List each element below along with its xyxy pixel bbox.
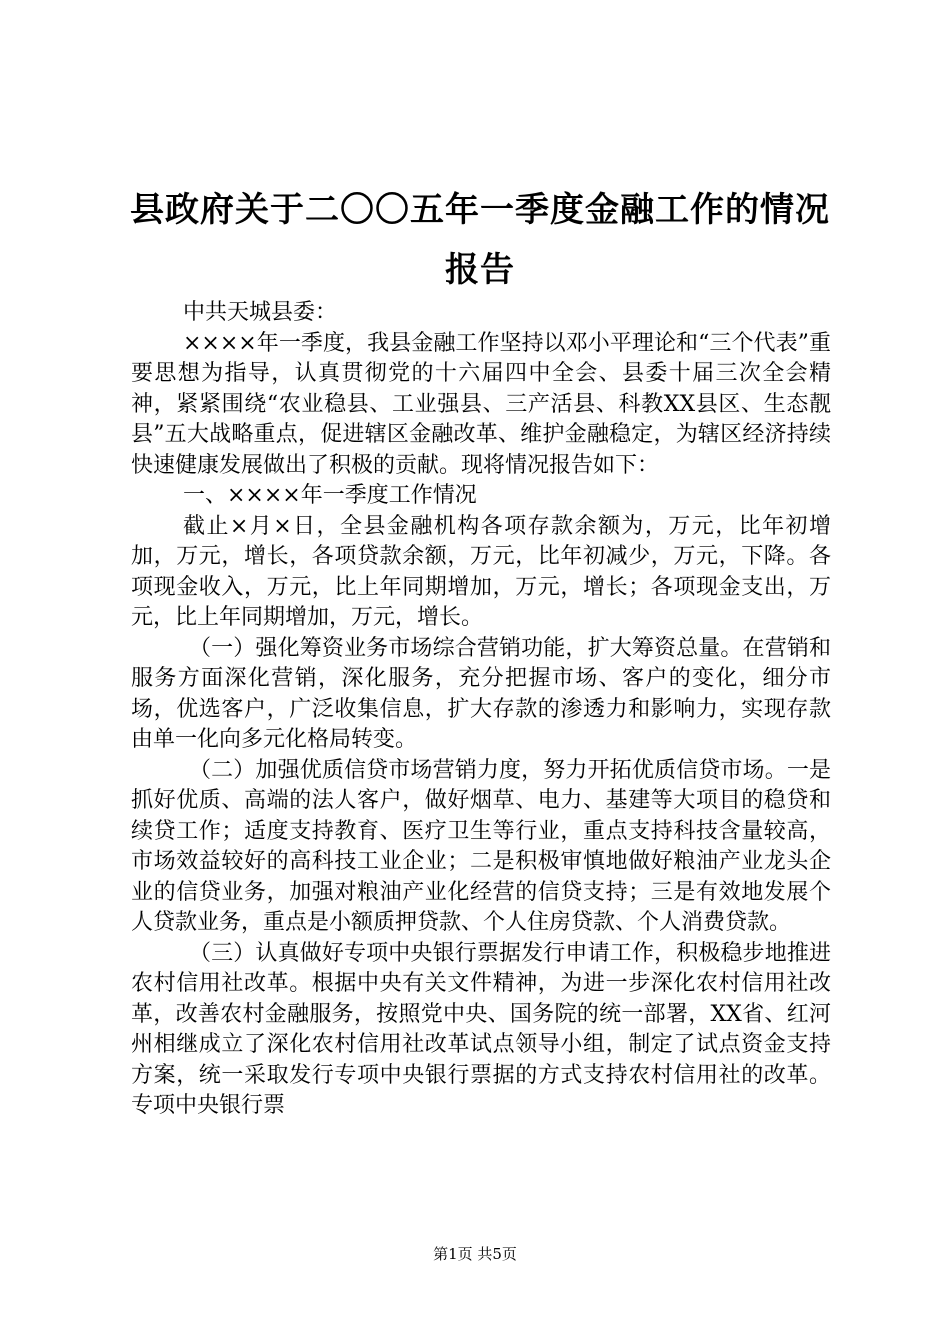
document-title-line-1: 县政府关于二〇〇五年一季度金融工作的情况 <box>130 190 830 230</box>
salutation: 中共天城县委： <box>183 300 338 325</box>
page-footer: 第1页 共5页 <box>433 1245 517 1263</box>
paragraph-item-1: （一）强化筹资业务市场综合营销功能，扩大筹资总量。在营销和服务方面深化营销，深化服务，充分把握市场、客户的变化，细分市场，优选客户，广泛收集信息，扩大存款的渗透力和影响力，实现存款由单一化向多元化格局转变。 <box>131 635 831 752</box>
document-body <box>131 298 831 1122</box>
paragraph-item-2: （二）加强优质信贷市场营销力度，努力开拓优质信贷市场。一是抓好优质、高端的法人客户，做好烟草、电力、基建等大项目的稳贷和续贷工作；适度支持教育、医疗卫生等行业，重点支持科技含量较高，市场效益较好的高科技工业企业；二是积极审慎地做好粮油产业龙头企业的信贷业务，加强对粮油产业化经营的信贷支持；三是有效地发展个人贷款业务，重点是小额质押贷款、个人住房贷款、个人消费贷款。 <box>131 757 831 935</box>
document-title-line-2: 报告 <box>445 250 515 290</box>
paragraph-deposits: 截止×月×日，全县金融机构各项存款余额为，万元，比年初增加，万元，增长，各项贷款余额，万元，比年初减少，万元，下降。各项现金收入，万元，比上年同期增加，万元，增长；各项现金支出，万元，比上年同期增加，万元，增长。 <box>131 513 831 630</box>
paragraph-intro: ××××年一季度，我县金融工作坚持以邓小平理论和“三个代表”重要思想为指导，认真贯彻党的十六届四中全会、县委十届三次全会精神，紧紧围绕“农业稳县、工业强县、三产活县、科教XX县区、生态靓县”五大战略重点，促进辖区金融改革、维护金融稳定，为辖区经济持续快速健康发展做出了积极的贡献。现将情况报告如下： <box>131 330 831 478</box>
section-heading-1: 一、××××年一季度工作情况 <box>183 483 477 508</box>
paragraph-item-3: （三）认真做好专项中央银行票据发行申请工作，积极稳步地推进农村信用社改革。根据中央有关文件精神，为进一步深化农村信用社改革，改善农村金融服务，按照党中央、国务院的统一部署，XX省、红河州相继成立了深化农村信用社改革试点领导小组，制定了试点资金支持方案，统一采取发行专项中央银行票据的方式支持农村信用社的改革。专项中央银行票 <box>131 940 831 1118</box>
